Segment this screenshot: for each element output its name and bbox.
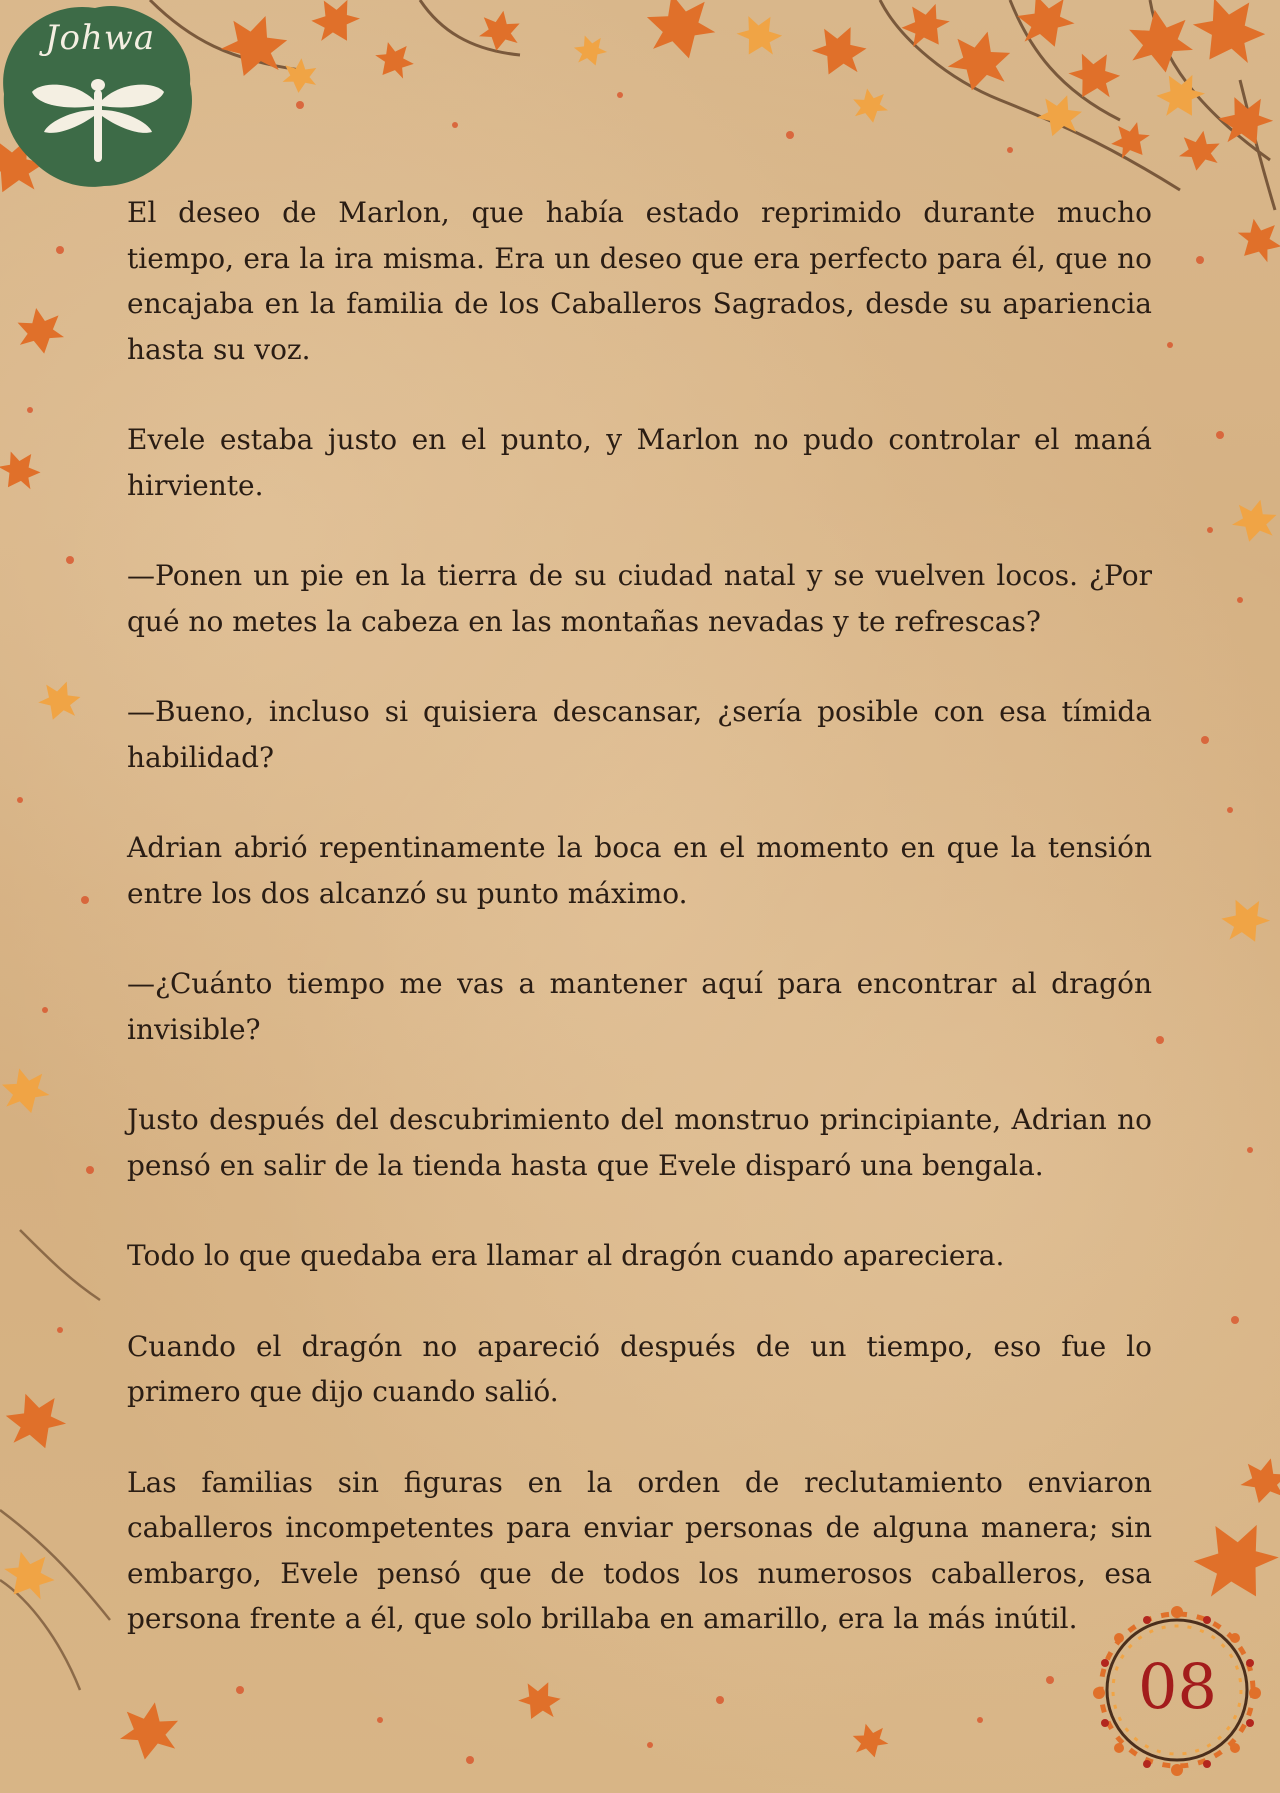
- story-text: [127, 190, 1152, 1687]
- paragraph: Adrian abrió repentinamente la boca en el momento en que la tensión entre los dos alcanzó su punto máximo.: [127, 831, 1152, 910]
- paragraph: —Ponen un pie en la tierra de su ciudad natal y se vuelven locos. ¿Por qué no metes la cabeza en las montañas nevadas y te refrescas?: [127, 559, 1152, 638]
- paragraph: —¿Cuánto tiempo me vas a mantener aquí para encontrar al dragón invisible?: [127, 967, 1152, 1046]
- logo-text: Johwa: [44, 18, 156, 58]
- paragraph: Las familias sin figuras en la orden de reclutamiento enviaron caballeros incompetentes para enviar personas de alguna manera; sin embargo, Evele pensó que de todos los numerosos caballeros, esa persona frente a él, que solo brillaba en amarillo, era la más inútil.: [127, 1465, 1152, 1635]
- dragonfly-icon: [28, 70, 168, 170]
- paragraph: Cuando el dragón no apareció después de un tiempo, eso fue lo primero que dijo cuando salió.: [127, 1329, 1152, 1408]
- paragraph: Todo lo que quedaba era llamar al dragón cuando apareciera.: [127, 1239, 1005, 1272]
- paragraph: —Bueno, incluso si quisiera descansar, ¿sería posible con esa tímida habilidad?: [127, 695, 1152, 774]
- logo-badge: [0, 0, 200, 195]
- paragraph: Evele estaba justo en el punto, y Marlon no pudo controlar el maná hirviente.: [127, 423, 1152, 502]
- page-number-badge: [1085, 1598, 1270, 1783]
- paragraph: El deseo de Marlon, que había estado reprimido durante mucho tiempo, era la ira misma. Era un deseo que era perfecto para él, que no encajaba en la familia de los Caballeros Sagrados, desde su apariencia hasta su voz.: [127, 196, 1152, 366]
- page-number: 08: [1138, 1650, 1217, 1723]
- paragraph: Justo después del descubrimiento del monstruo principiante, Adrian no pensó en salir de la tienda hasta que Evele disparó una bengala.: [127, 1103, 1152, 1182]
